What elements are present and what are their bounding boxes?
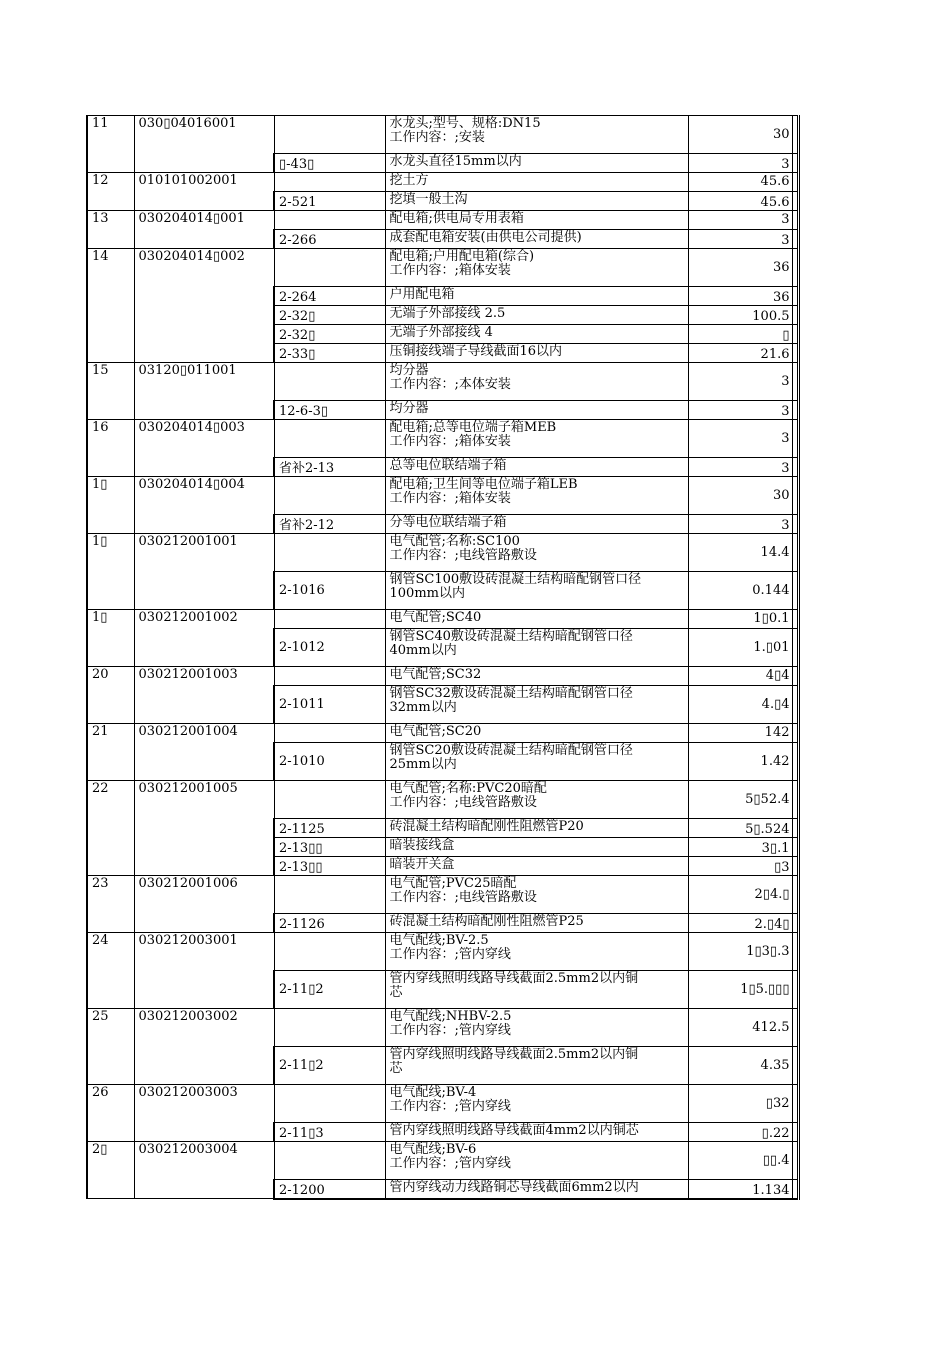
description-line: 工作内容：;电线管路敷设 xyxy=(389,795,537,810)
item-description xyxy=(385,1142,688,1180)
quota-code: 12-6-3▯ xyxy=(274,401,385,420)
item-quantity: 30 xyxy=(688,116,792,154)
item-code: 010101002001 xyxy=(134,173,274,211)
description-line: 成套配电箱安装(由供电公司提供) xyxy=(389,230,582,245)
item-code: 030212003002 xyxy=(134,1009,274,1085)
description-line: 分等电位联结端子箱 xyxy=(389,515,507,530)
quota-quantity: 0.144 xyxy=(688,572,792,610)
item-code: 030204014▯004 xyxy=(134,477,274,534)
item-code: 030▯04016001 xyxy=(134,116,274,173)
description-line: 管内穿线照明线路导线截面2.5mm2以内铜 xyxy=(389,971,639,986)
edge-cell xyxy=(792,116,798,154)
quota-code: ▯-43▯ xyxy=(274,154,385,173)
edge-cell xyxy=(792,173,798,192)
description-line: 管内穿线照明线路导线截面2.5mm2以内铜 xyxy=(389,1047,639,1062)
table-row xyxy=(87,1085,798,1123)
description-line: 均分器 xyxy=(389,401,429,416)
table-row xyxy=(87,876,798,914)
item-code: 030204014▯003 xyxy=(134,420,274,477)
item-quantity: 3 xyxy=(688,420,792,458)
item-number: 1▯ xyxy=(87,477,134,534)
edge-cell xyxy=(792,933,798,971)
item-quantity: 5▯52.4 xyxy=(688,781,792,819)
edge-cell xyxy=(792,572,798,610)
edge-cell xyxy=(792,344,798,363)
edge-cell xyxy=(792,1009,798,1047)
item-number: 11 xyxy=(87,116,134,173)
item-code: 030212003003 xyxy=(134,1085,274,1142)
edge-cell xyxy=(792,819,798,838)
quota-quantity: ▯ xyxy=(688,325,792,344)
quota-quantity: 3 xyxy=(688,154,792,173)
quota-description xyxy=(385,572,688,610)
description-line: 电气配管;名称:SC100 xyxy=(389,534,520,549)
quota-code: 2-1011 xyxy=(274,686,385,724)
item-quantity: 4▯4 xyxy=(688,667,792,686)
item-number: 20 xyxy=(87,667,134,724)
quota-code: 2-1200 xyxy=(274,1180,385,1199)
quota-code: 省补2-13 xyxy=(274,458,385,477)
description-line: 工作内容：;安装 xyxy=(389,130,485,145)
description-line: 无端子外部接线 2.5 xyxy=(389,306,506,321)
edge-cell xyxy=(792,781,798,819)
quota-code: 2-266 xyxy=(274,230,385,249)
item-number: 22 xyxy=(87,781,134,876)
quota-code-empty xyxy=(274,116,385,154)
item-code: 030204014▯002 xyxy=(134,249,274,363)
item-quantity: ▯▯.4 xyxy=(688,1142,792,1180)
quota-description xyxy=(385,1180,688,1199)
table-row xyxy=(87,1142,798,1180)
description-line: 水龙头直径15mm以内 xyxy=(389,154,522,169)
description-line: 工作内容：;箱体安装 xyxy=(389,263,511,278)
quota-code: 2-1125 xyxy=(274,819,385,838)
description-line: 无端子外部接线 4 xyxy=(389,325,493,340)
description-line: 100mm以内 xyxy=(389,586,465,601)
quota-code-empty xyxy=(274,1009,385,1047)
quota-quantity: ▯.22 xyxy=(688,1123,792,1142)
quota-code-empty xyxy=(274,610,385,629)
table-row xyxy=(87,534,798,572)
edge-cell xyxy=(792,914,798,933)
quota-description xyxy=(385,192,688,211)
item-code: 030212001004 xyxy=(134,724,274,781)
quota-code-empty xyxy=(274,933,385,971)
item-quantity: ▯32 xyxy=(688,1085,792,1123)
table-row xyxy=(87,724,798,743)
edge-cell xyxy=(792,1180,798,1199)
quota-code-empty xyxy=(274,724,385,743)
description-line: 工作内容：;管内穿线 xyxy=(389,947,511,962)
table-row xyxy=(87,1009,798,1047)
description-line: 工作内容：;管内穿线 xyxy=(389,1023,511,1038)
description-line: 电气配线;BV-2.5 xyxy=(389,933,489,948)
edge-cell xyxy=(792,1142,798,1180)
item-description xyxy=(385,249,688,287)
edge-cell xyxy=(792,1047,798,1085)
item-number: 12 xyxy=(87,173,134,211)
description-line: 管内穿线照明线路导线截面4mm2以内铜芯 xyxy=(389,1123,639,1138)
edge-cell xyxy=(792,743,798,781)
table-row xyxy=(87,933,798,971)
quota-description xyxy=(385,458,688,477)
description-line: 挖填一般土沟 xyxy=(389,192,468,207)
description-line: 暗装开关盒 xyxy=(389,857,455,872)
edge-cell xyxy=(792,249,798,287)
description-line: 砖混凝土结构暗配刚性阻燃管P25 xyxy=(389,914,584,929)
item-description xyxy=(385,534,688,572)
description-line: 暗装接线盒 xyxy=(389,838,455,853)
edge-cell xyxy=(792,287,798,306)
quota-code: 2-33▯ xyxy=(274,344,385,363)
quota-quantity: 3 xyxy=(688,401,792,420)
table-row xyxy=(87,781,798,819)
description-line: 工作内容：;本体安装 xyxy=(389,377,511,392)
description-line: 电气配线;NHBV-2.5 xyxy=(389,1009,512,1024)
description-line: 压铜接线端子导线截面16以内 xyxy=(389,344,563,359)
table-row xyxy=(87,363,798,401)
edge-cell xyxy=(792,610,798,629)
edge-cell xyxy=(792,154,798,173)
item-description xyxy=(385,116,688,154)
quota-description xyxy=(385,914,688,933)
description-line: 钢管SC40敷设砖混凝土结构暗配钢管口径 xyxy=(389,629,633,644)
description-line: 电气配管;SC40 xyxy=(389,610,482,625)
quota-code: 2-32▯ xyxy=(274,306,385,325)
item-code: 030212003001 xyxy=(134,933,274,1009)
edge-cell xyxy=(792,686,798,724)
item-code: 030212001006 xyxy=(134,876,274,933)
quota-description xyxy=(385,287,688,306)
description-line: 电气配管;SC32 xyxy=(389,667,482,682)
description-line: 钢管SC20敷设砖混凝土结构暗配钢管口径 xyxy=(389,743,633,758)
quota-quantity: 3 xyxy=(688,230,792,249)
quota-quantity: 3 xyxy=(688,515,792,534)
description-line: 管内穿线动力线路铜芯导线截面6mm2以内 xyxy=(389,1180,639,1195)
item-code: 030204014▯001 xyxy=(134,211,274,249)
edge-cell xyxy=(792,667,798,686)
description-line: 25mm以内 xyxy=(389,757,457,772)
edge-cell xyxy=(792,629,798,667)
item-quantity: 3 xyxy=(688,211,792,230)
quota-quantity: 1▯5.▯▯▯ xyxy=(688,971,792,1009)
item-quantity: 2▯4.▯ xyxy=(688,876,792,914)
quota-code: 2-11▯2 xyxy=(274,971,385,1009)
description-line: 砖混凝土结构暗配刚性阻燃管P20 xyxy=(389,819,584,834)
item-number: 2▯ xyxy=(87,1142,134,1199)
quota-code: 2-1010 xyxy=(274,743,385,781)
item-code: 030212001001 xyxy=(134,534,274,610)
item-number: 21 xyxy=(87,724,134,781)
description-line: 工作内容：;管内穿线 xyxy=(389,1099,511,1114)
item-code: 03120▯011001 xyxy=(134,363,274,420)
quota-description xyxy=(385,306,688,325)
quota-description xyxy=(385,515,688,534)
edge-cell xyxy=(792,363,798,401)
quota-code: 2-1012 xyxy=(274,629,385,667)
quota-quantity: 1.▯01 xyxy=(688,629,792,667)
edge-cell xyxy=(792,192,798,211)
quota-description xyxy=(385,857,688,876)
item-quantity: 30 xyxy=(688,477,792,515)
quota-code: 2-13▯▯ xyxy=(274,838,385,857)
description-line: 配电箱;户用配电箱(综合) xyxy=(389,249,535,264)
description-line: 工作内容：;电线管路敷设 xyxy=(389,548,537,563)
item-code: 030212003004 xyxy=(134,1142,274,1199)
item-code: 030212001005 xyxy=(134,781,274,876)
description-line: 工作内容：;管内穿线 xyxy=(389,1156,511,1171)
description-line: 均分器 xyxy=(389,363,429,378)
quota-code: 2-1126 xyxy=(274,914,385,933)
edge-cell xyxy=(792,971,798,1009)
table-row xyxy=(87,610,798,629)
item-number: 1▯ xyxy=(87,610,134,667)
item-description xyxy=(385,363,688,401)
quota-quantity: ▯3 xyxy=(688,857,792,876)
quota-description xyxy=(385,230,688,249)
quota-code-empty xyxy=(274,1085,385,1123)
quota-code-empty xyxy=(274,534,385,572)
quota-code: 2-11▯2 xyxy=(274,1047,385,1085)
item-quantity: 412.5 xyxy=(688,1009,792,1047)
quota-quantity: 1.42 xyxy=(688,743,792,781)
edge-cell xyxy=(792,458,798,477)
item-description xyxy=(385,1085,688,1123)
quota-code-empty xyxy=(274,667,385,686)
item-quantity: 3 xyxy=(688,363,792,401)
item-quantity: 14.4 xyxy=(688,534,792,572)
quota-code: 2-1016 xyxy=(274,572,385,610)
edge-cell xyxy=(792,838,798,857)
item-description xyxy=(385,173,688,192)
quota-description xyxy=(385,819,688,838)
table-row xyxy=(87,116,798,154)
quota-description xyxy=(385,838,688,857)
edge-cell xyxy=(792,420,798,458)
item-quantity: 1▯0.1 xyxy=(688,610,792,629)
description-line: 钢管SC32敷设砖混凝土结构暗配钢管口径 xyxy=(389,686,633,701)
quota-description xyxy=(385,1047,688,1085)
edge-cell xyxy=(792,876,798,914)
table-row xyxy=(87,211,798,230)
description-line: 配电箱;总等电位端子箱MEB xyxy=(389,420,557,435)
description-line: 芯 xyxy=(389,1061,403,1076)
description-line: 电气配管;PVC25暗配 xyxy=(389,876,517,891)
quota-code: 2-32▯ xyxy=(274,325,385,344)
description-line: 电气配线;BV-6 xyxy=(389,1142,477,1157)
quota-code-empty xyxy=(274,781,385,819)
quota-code-empty xyxy=(274,876,385,914)
description-line: 总等电位联结端子箱 xyxy=(389,458,507,473)
description-line: 配电箱;供电局专用表箱 xyxy=(389,211,524,226)
item-description xyxy=(385,667,688,686)
edge-cell xyxy=(792,325,798,344)
quota-quantity: 36 xyxy=(688,287,792,306)
item-quantity: 36 xyxy=(688,249,792,287)
edge-cell xyxy=(792,1123,798,1142)
description-line: 40mm以内 xyxy=(389,643,457,658)
item-number: 13 xyxy=(87,211,134,249)
quota-quantity: 100.5 xyxy=(688,306,792,325)
quota-description xyxy=(385,686,688,724)
description-line: 芯 xyxy=(389,985,403,1000)
quota-code: 2-13▯▯ xyxy=(274,857,385,876)
item-quantity: 1▯3▯.3 xyxy=(688,933,792,971)
description-line: 工作内容：;箱体安装 xyxy=(389,434,511,449)
item-number: 25 xyxy=(87,1009,134,1085)
description-line: 钢管SC100敷设砖混凝土结构暗配钢管口径 xyxy=(389,572,642,587)
edge-cell xyxy=(792,515,798,534)
item-description xyxy=(385,876,688,914)
description-line: 电气配管;SC20 xyxy=(389,724,482,739)
edge-cell xyxy=(792,857,798,876)
quota-description xyxy=(385,629,688,667)
item-code: 030212001003 xyxy=(134,667,274,724)
quota-code-empty xyxy=(274,173,385,192)
description-line: 工作内容：;箱体安装 xyxy=(389,491,511,506)
item-number: 14 xyxy=(87,249,134,363)
quota-description xyxy=(385,401,688,420)
item-quantity: 45.6 xyxy=(688,173,792,192)
item-number: 26 xyxy=(87,1085,134,1142)
edge-cell xyxy=(792,401,798,420)
item-description xyxy=(385,477,688,515)
quota-code: 2-264 xyxy=(274,287,385,306)
description-line: 电气配线;BV-4 xyxy=(389,1085,477,1100)
item-description xyxy=(385,420,688,458)
table-row xyxy=(87,249,798,287)
quota-quantity: 1.134 xyxy=(688,1180,792,1199)
item-description xyxy=(385,933,688,971)
edge-cell xyxy=(792,534,798,572)
quota-code-empty xyxy=(274,1142,385,1180)
quota-description xyxy=(385,325,688,344)
description-line: 挖土方 xyxy=(389,173,429,188)
quota-description xyxy=(385,971,688,1009)
quota-quantity: 21.6 xyxy=(688,344,792,363)
item-description xyxy=(385,610,688,629)
quota-code: 2-11▯3 xyxy=(274,1123,385,1142)
item-description xyxy=(385,724,688,743)
quota-code: 2-521 xyxy=(274,192,385,211)
edge-cell xyxy=(792,306,798,325)
quota-code: 省补2-12 xyxy=(274,515,385,534)
quota-quantity: 5▯.524 xyxy=(688,819,792,838)
item-description xyxy=(385,211,688,230)
table-row xyxy=(87,173,798,192)
quota-quantity: 3 xyxy=(688,458,792,477)
item-number: 15 xyxy=(87,363,134,420)
edge-cell xyxy=(792,230,798,249)
quota-code-empty xyxy=(274,420,385,458)
quota-description xyxy=(385,1123,688,1142)
item-description xyxy=(385,1009,688,1047)
edge-cell xyxy=(792,211,798,230)
item-quantity: 142 xyxy=(688,724,792,743)
table-row xyxy=(87,667,798,686)
table-row xyxy=(87,477,798,515)
item-code: 030212001002 xyxy=(134,610,274,667)
quota-quantity: 45.6 xyxy=(688,192,792,211)
item-number: 24 xyxy=(87,933,134,1009)
item-description xyxy=(385,781,688,819)
quota-quantity: 4.▯4 xyxy=(688,686,792,724)
edge-cell xyxy=(792,1085,798,1123)
quota-description xyxy=(385,344,688,363)
edge-cell xyxy=(792,724,798,743)
description-line: 工作内容：;电线管路敷设 xyxy=(389,890,537,905)
description-line: 户用配电箱 xyxy=(389,287,455,302)
quota-quantity: 2.▯4▯ xyxy=(688,914,792,933)
edge-cell xyxy=(792,477,798,515)
description-line: 水龙头;型号、规格:DN15 xyxy=(389,116,541,131)
item-number: 1▯ xyxy=(87,534,134,610)
quota-quantity: 4.35 xyxy=(688,1047,792,1085)
description-line: 配电箱;卫生间等电位端子箱LEB xyxy=(389,477,578,492)
bill-of-quantities-table xyxy=(86,115,800,1200)
description-line: 32mm以内 xyxy=(389,700,457,715)
quota-code-empty xyxy=(274,477,385,515)
description-line: 电气配管;名称:PVC20暗配 xyxy=(389,781,547,796)
quota-code-empty xyxy=(274,211,385,230)
quota-description xyxy=(385,154,688,173)
table-row xyxy=(87,420,798,458)
quota-description xyxy=(385,743,688,781)
quota-code-empty xyxy=(274,249,385,287)
quota-code-empty xyxy=(274,363,385,401)
quota-quantity: 3▯.1 xyxy=(688,838,792,857)
item-number: 23 xyxy=(87,876,134,933)
item-number: 16 xyxy=(87,420,134,477)
